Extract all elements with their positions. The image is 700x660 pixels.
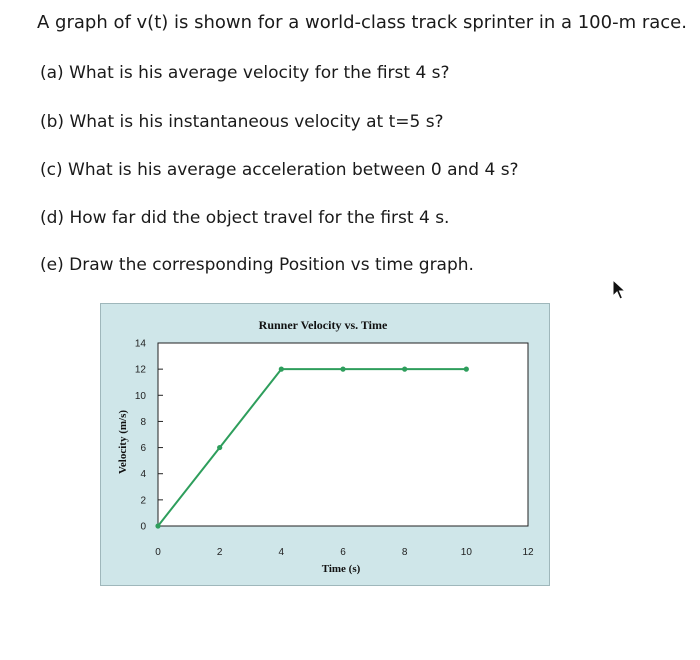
y-tick-label: 0 [140,521,146,533]
y-tick-label: 10 [134,390,146,402]
question-part-c: (c) What is his average acceleration between 0 and 4 s? [40,160,519,180]
y-tick-label: 6 [140,443,146,455]
x-axis-ticks [155,547,534,558]
data-point [155,523,160,528]
chart-title: Runner Velocity vs. Time [258,318,388,332]
data-point [464,367,469,372]
x-tick-label: 6 [340,547,346,558]
question-part-d: (d) How far did the object travel for the first 4 s. [40,208,450,228]
y-tick-label: 2 [140,495,146,507]
data-point [279,367,284,372]
question-intro: A graph of v(t) is shown for a world-class track sprinter in a 100-m race. [37,12,687,33]
question-part-b: (b) What is his instantaneous velocity at t=5 s? [40,112,444,132]
velocity-chart-panel [100,303,550,586]
x-tick-label: 8 [401,547,408,558]
question-part-a: (a) What is his average velocity for the first 4 s? [40,63,450,83]
x-tick-label: 12 [522,547,534,558]
mouse-pointer-icon [611,279,627,305]
y-tick-label: 8 [140,416,146,428]
data-point [217,445,222,450]
x-tick-label: 4 [278,547,285,558]
question-part-e: (e) Draw the corresponding Position vs time graph. [40,255,474,275]
data-point [340,367,345,372]
velocity-chart [101,304,551,587]
y-axis-label: Velocity (m/s) [117,409,129,475]
y-tick-label: 14 [134,338,146,350]
x-tick-label: 2 [216,547,223,558]
x-axis-label: Time (s) [321,563,361,575]
x-tick-label: 0 [155,547,161,558]
y-tick-label: 4 [140,469,146,481]
data-point [402,367,407,372]
x-tick-label: 10 [460,547,472,558]
y-tick-label: 12 [134,364,146,376]
